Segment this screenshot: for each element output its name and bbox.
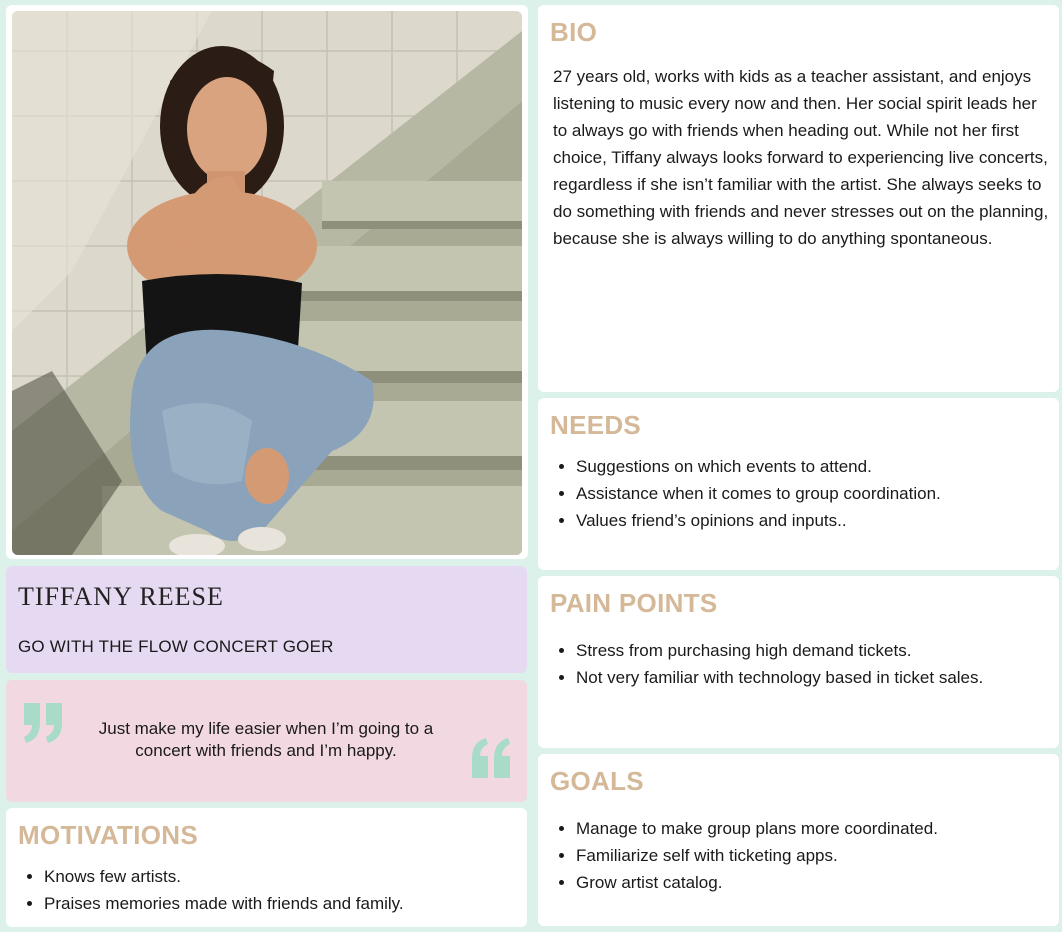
pain-points-list: [576, 637, 983, 691]
close-quote-icon: [466, 736, 514, 787]
goals-list: [576, 815, 938, 896]
goals-card: [538, 754, 1059, 926]
list-item: • Assistance when it comes to group coordination.: [576, 480, 941, 507]
list-item: • Manage to make group plans more coordinated.: [576, 815, 938, 842]
motivations-heading: MOTIVATIONS: [18, 820, 198, 850]
list-item: • Stress from purchasing high demand tickets.: [576, 637, 983, 664]
motivations-list: [44, 863, 404, 917]
list-item: • Not very familiar with technology based in ticket sales.: [576, 664, 983, 691]
persona-photo: [12, 11, 522, 555]
goals-heading: GOALS: [550, 766, 644, 796]
bio-card: [538, 5, 1059, 392]
needs-card: [538, 398, 1059, 570]
list-item: • Grow artist catalog.: [576, 869, 938, 896]
persona-type: GO WITH THE FLOW CONCERT GOER: [18, 637, 334, 656]
persona-name: TIFFANY REESE: [18, 582, 224, 611]
list-item: • Suggestions on which events to attend.: [576, 453, 941, 480]
quote-text: Just make my life easier when I’m going to a concert with friends and I’m happy.: [98, 719, 434, 760]
motivations-card: [6, 808, 527, 927]
list-item: • Knows few artists.: [44, 863, 404, 890]
identity-card: [6, 566, 527, 673]
needs-list: [576, 453, 941, 534]
bio-text: 27 years old, works with kids as a teacher assistant, and enjoys listening to music every now and then. Her social spirit leads her to always go with friends when heading out. While not her first choice, Tiffany always looks forward to experiencing live concerts, regardless if she isn’t familiar with the artist. She always seeks to do something with friends and never stresses out on the planning, because she is always willing to do anything spontaneous.: [553, 67, 1049, 248]
list-item: • Praises memories made with friends and family.: [44, 890, 404, 917]
photo-card: [6, 5, 528, 559]
pain-points-card: [538, 576, 1059, 748]
pain-points-heading: PAIN POINTS: [550, 588, 718, 618]
bio-heading: BIO: [550, 17, 598, 47]
list-item: • Values friend’s opinions and inputs..: [576, 507, 941, 534]
list-item: • Familiarize self with ticketing apps.: [576, 842, 938, 869]
open-quote-icon: [20, 699, 66, 750]
quote-card: [6, 680, 527, 802]
needs-heading: NEEDS: [550, 410, 642, 440]
